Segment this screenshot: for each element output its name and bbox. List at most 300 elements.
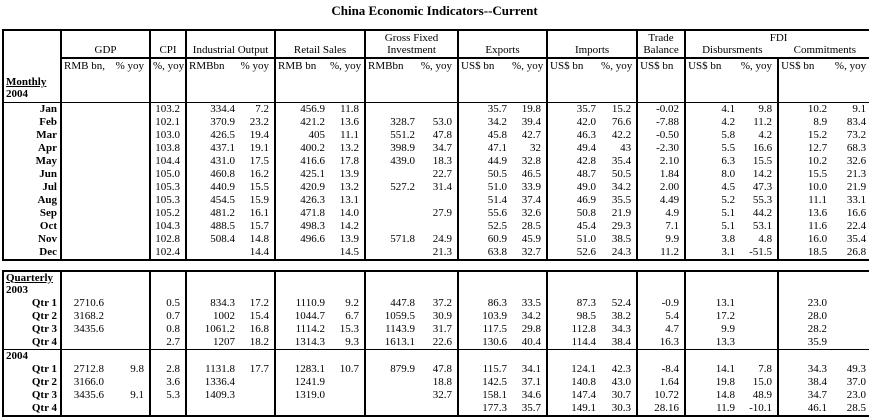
data-cell: 32.6	[846, 154, 867, 167]
data-cell: 9.9	[637, 233, 685, 246]
unit-header: % yoy	[115, 60, 145, 72]
data-cell: 21.9	[611, 206, 632, 219]
data-cell: 17.7	[249, 363, 269, 375]
data-cell	[330, 376, 365, 389]
data-cell: 15.5	[778, 168, 832, 181]
data-cell: 42.7	[521, 128, 542, 141]
data-cell: 42.0	[547, 116, 601, 129]
data-cell	[109, 207, 150, 220]
data-cell	[740, 336, 778, 350]
data-cell: 87.3	[547, 297, 601, 310]
data-cell: 22.4	[846, 219, 867, 232]
data-cell: 508.4	[186, 233, 240, 246]
data-cell: 46.3	[547, 129, 601, 142]
row-label: Qtr 4	[31, 402, 57, 414]
empty-cell	[61, 76, 109, 102]
data-cell: 400.2	[275, 142, 330, 155]
data-cell: 52.5	[458, 220, 512, 233]
data-cell: 416.6	[275, 155, 330, 168]
data-cell: 9.9	[685, 323, 740, 336]
data-cell: 13.6	[339, 115, 360, 128]
data-cell: 2.00	[637, 181, 685, 194]
data-cell	[365, 220, 420, 233]
data-cell: 26.8	[846, 245, 867, 258]
data-cell: 47.1	[458, 142, 512, 155]
row-label: Jun	[39, 167, 57, 180]
data-cell: 22.6	[432, 335, 452, 348]
data-cell: 52.4	[611, 296, 631, 309]
data-cell: 14.2	[339, 219, 360, 232]
table-row	[3, 142, 869, 155]
data-cell: 11.1	[340, 128, 360, 141]
data-cell: 38.4	[611, 335, 631, 348]
data-cell: 51.4	[458, 194, 512, 207]
data-cell: 2.8	[150, 363, 186, 376]
data-cell: 28.16	[637, 402, 685, 416]
data-cell: 19.1	[249, 141, 270, 154]
data-cell: 34.7	[432, 141, 453, 154]
data-cell: 10.72	[637, 389, 685, 402]
table-row	[3, 207, 869, 220]
data-cell: 1131.8	[186, 363, 240, 376]
data-cell: 24.3	[611, 245, 632, 258]
empty-cell	[365, 349, 420, 363]
data-cell: 1319.0	[275, 389, 330, 402]
data-cell: 460.8	[186, 168, 240, 181]
data-cell	[109, 116, 150, 129]
data-cell	[365, 376, 420, 389]
unit-header: RMB bn,	[61, 58, 109, 76]
data-cell: 1336.4	[186, 376, 240, 389]
data-cell: 18.5	[778, 246, 832, 260]
data-cell	[420, 102, 458, 116]
data-cell: 9.1	[130, 389, 144, 401]
data-cell: 103.9	[458, 310, 512, 323]
data-cell: 42.2	[611, 128, 632, 141]
data-cell: 51.0	[458, 181, 512, 194]
data-cell: 103.0	[150, 129, 186, 142]
empty-cell	[61, 271, 109, 297]
row-label: Qtr 4	[31, 335, 57, 348]
empty-cell	[637, 76, 685, 102]
data-cell: 10.7	[339, 363, 359, 375]
data-cell: 498.3	[275, 220, 330, 233]
data-cell: 5.1	[685, 220, 740, 233]
data-cell	[365, 402, 420, 416]
data-cell: 149.1	[547, 402, 601, 416]
data-cell: 24.9	[432, 232, 453, 245]
column-subgroup-header: Commitments	[793, 44, 856, 56]
data-cell: -8.4	[637, 363, 685, 376]
table-row	[3, 402, 869, 416]
data-cell: 35.7	[521, 402, 541, 414]
data-cell: 112.8	[547, 323, 601, 336]
data-cell: -0.50	[637, 129, 685, 142]
data-cell: 1061.2	[186, 323, 240, 336]
data-cell	[832, 310, 869, 323]
empty-cell	[458, 349, 512, 363]
data-cell	[150, 402, 186, 416]
data-cell: 46.5	[521, 167, 542, 180]
data-cell: 30.7	[611, 389, 631, 401]
data-cell: 1409.3	[186, 389, 240, 402]
empty-cell	[420, 349, 458, 363]
empty-cell	[512, 76, 547, 102]
unit-header: %, yoy	[834, 60, 867, 72]
data-cell: 4.5	[685, 181, 740, 194]
data-cell: 14.1	[685, 363, 740, 376]
empty-cell	[832, 76, 869, 102]
data-cell: 147.4	[547, 389, 601, 402]
data-cell: 18.8	[432, 376, 452, 388]
unit-header: RMBbn	[186, 58, 240, 76]
data-cell: 117.5	[458, 323, 512, 336]
data-cell: 38.4	[778, 376, 832, 389]
data-cell: 7.8	[758, 363, 772, 375]
data-cell: 130.6	[458, 336, 512, 350]
data-cell: 104.3	[150, 220, 186, 233]
data-cell: 13.1	[339, 193, 360, 206]
empty-cell	[240, 349, 275, 363]
data-cell: 1114.2	[275, 323, 330, 336]
data-cell: 1207	[186, 336, 240, 350]
data-cell: 50.8	[547, 207, 601, 220]
data-cell: 43	[620, 141, 632, 154]
data-cell: 34.1	[521, 363, 541, 375]
data-cell: 2712.8	[61, 363, 109, 376]
empty-cell	[186, 271, 240, 297]
data-cell: 0.7	[150, 310, 186, 323]
data-cell	[61, 336, 109, 350]
empty-cell	[637, 349, 685, 363]
empty-cell	[601, 271, 637, 297]
data-cell: 83.4	[846, 115, 867, 128]
data-cell: 47.8	[432, 363, 452, 375]
data-cell: 16.6	[846, 206, 867, 219]
data-cell: 104.4	[150, 155, 186, 168]
data-cell: 527.2	[365, 181, 420, 194]
year-row	[3, 349, 869, 363]
data-cell: 45.4	[547, 220, 601, 233]
data-cell	[109, 233, 150, 246]
column-group-header: Gross Fixed Investment	[365, 30, 458, 58]
data-cell: 105.2	[150, 207, 186, 220]
data-cell: 35.4	[846, 232, 867, 245]
unit-header: US$ bn	[547, 58, 601, 76]
row-label: Sep	[39, 206, 57, 219]
data-cell: 53.0	[432, 115, 453, 128]
data-cell	[109, 376, 150, 389]
data-cell: 5.2	[685, 194, 740, 207]
data-cell: 1241.9	[275, 376, 330, 389]
empty-cell	[420, 76, 458, 102]
data-cell: 1059.5	[365, 310, 420, 323]
empty-cell	[778, 349, 832, 363]
data-cell: 16.8	[249, 322, 269, 335]
unit-header: % yoy	[240, 60, 270, 72]
data-cell: 4.7	[637, 323, 685, 336]
data-cell: 19.4	[249, 128, 270, 141]
data-cell: 3.6	[150, 376, 186, 389]
data-cell: 3.1	[685, 246, 740, 260]
unit-header: RMB bn	[275, 58, 330, 76]
data-cell: 53.1	[752, 219, 773, 232]
empty-cell	[547, 271, 601, 297]
unit-header: %, yoy	[601, 60, 633, 72]
unit-header: US$ bn	[458, 58, 512, 76]
empty-cell	[547, 76, 601, 102]
data-cell: 46.9	[547, 194, 601, 207]
data-cell: 19.8	[521, 102, 542, 115]
empty-cell	[601, 349, 637, 363]
data-cell: 9.3	[345, 335, 359, 348]
data-cell: 425.1	[275, 168, 330, 181]
data-cell: 18.2	[249, 335, 269, 348]
column-group-header: Trade Balance	[637, 30, 685, 58]
data-cell: 16.6	[752, 141, 773, 154]
data-cell	[832, 297, 869, 310]
unit-header: %, yoy	[420, 60, 453, 72]
data-cell	[61, 116, 109, 129]
data-cell: -0.9	[637, 297, 685, 310]
data-cell: 103.2	[150, 102, 186, 116]
data-cell: 13.9	[339, 232, 360, 245]
empty-cell	[778, 271, 832, 297]
data-cell: 426.5	[186, 129, 240, 142]
empty-cell	[832, 271, 869, 297]
data-cell: 834.3	[186, 297, 240, 310]
row-label: Oct	[39, 219, 57, 232]
empty-cell	[365, 76, 420, 102]
data-cell: 32.7	[432, 389, 452, 401]
data-cell: 3435.6	[61, 389, 109, 402]
data-cell	[740, 297, 778, 310]
data-cell	[365, 389, 420, 402]
empty-cell	[740, 349, 778, 363]
section-label-quarterly: Quarterly	[6, 271, 54, 284]
data-cell: 13.2	[339, 180, 360, 193]
unit-header: %, yoy	[330, 60, 362, 72]
data-cell	[109, 142, 150, 155]
data-cell: 177.3	[458, 402, 512, 416]
data-cell: 35.7	[547, 102, 601, 116]
data-cell: 48.9	[752, 389, 772, 401]
data-cell: 328.7	[365, 116, 420, 129]
column-group-header: Industrial Output	[186, 30, 275, 58]
data-cell: 124.1	[547, 363, 601, 376]
row-label: Aug	[37, 193, 57, 206]
data-cell	[186, 246, 240, 260]
empty-cell	[150, 76, 186, 102]
data-cell: 15.7	[249, 219, 270, 232]
data-cell	[240, 376, 275, 389]
data-cell	[330, 389, 365, 402]
unit-header: %, yoy	[512, 60, 544, 72]
data-cell: 10.2	[778, 155, 832, 168]
column-group-fdi	[685, 30, 869, 58]
empty-cell	[150, 349, 186, 363]
data-cell: 0.8	[150, 323, 186, 336]
row-label: Apr	[38, 141, 57, 154]
data-cell	[365, 207, 420, 220]
data-cell	[61, 102, 109, 116]
data-cell: 5.4	[637, 310, 685, 323]
data-cell: 33.9	[521, 180, 542, 193]
data-cell: 14.0	[339, 206, 360, 219]
data-cell: 13.9	[339, 167, 360, 180]
data-cell: 13.1	[685, 297, 740, 310]
empty-cell	[109, 349, 150, 363]
table-row	[3, 233, 869, 246]
data-cell: 14.2	[752, 167, 773, 180]
data-cell: 27.9	[432, 206, 453, 219]
data-cell: 10.0	[778, 181, 832, 194]
table-row	[3, 389, 869, 402]
data-cell: 45.8	[458, 129, 512, 142]
year-label: 2003	[6, 283, 28, 296]
data-cell: 15.3	[339, 322, 359, 335]
unit-header: %, yoy	[150, 58, 186, 76]
year-label: 2004	[6, 88, 28, 100]
data-cell: 142.5	[458, 376, 512, 389]
data-cell: 55.3	[752, 193, 773, 206]
data-cell	[275, 246, 330, 260]
table-row	[3, 220, 869, 233]
data-cell: 115.7	[458, 363, 512, 376]
data-cell	[61, 129, 109, 142]
data-cell: 11.8	[340, 102, 360, 115]
empty-cell	[832, 349, 869, 363]
data-cell: 9.2	[345, 296, 359, 309]
data-cell: 55.6	[458, 207, 512, 220]
data-cell: 879.9	[365, 363, 420, 376]
data-cell	[109, 129, 150, 142]
empty-cell	[420, 271, 458, 297]
data-cell: 16.3	[637, 336, 685, 350]
data-cell: -7.88	[637, 116, 685, 129]
data-cell: 37.0	[846, 376, 866, 388]
column-group-header: Imports	[547, 30, 637, 58]
data-cell: 398.9	[365, 142, 420, 155]
data-cell	[61, 402, 109, 416]
data-cell: 488.5	[186, 220, 240, 233]
data-cell: 2710.6	[61, 297, 109, 310]
data-cell: 44.2	[752, 206, 773, 219]
data-cell: 405	[275, 129, 330, 142]
data-cell: 40.4	[521, 335, 541, 348]
empty-cell	[740, 76, 778, 102]
column-group-header: FDI	[769, 32, 788, 44]
data-cell: 34.7	[778, 389, 832, 402]
data-cell: 38.5	[611, 232, 632, 245]
empty-cell	[685, 76, 740, 102]
data-cell	[61, 246, 109, 260]
data-cell: 6.7	[345, 309, 359, 322]
empty-cell	[458, 271, 512, 297]
data-cell	[365, 246, 420, 260]
data-cell: 29.3	[611, 219, 632, 232]
data-cell	[420, 402, 458, 416]
table-row	[3, 168, 869, 181]
data-cell: 34.2	[521, 309, 541, 322]
data-cell: 44.9	[458, 155, 512, 168]
unit-header: US$ bn	[685, 58, 740, 76]
data-cell: 13.6	[778, 207, 832, 220]
unit-header: %, yoy	[740, 60, 773, 72]
data-cell: 39.4	[521, 115, 542, 128]
data-cell: 421.2	[275, 116, 330, 129]
data-cell: 14.8	[249, 232, 270, 245]
data-cell: 9.8	[130, 363, 144, 375]
data-cell: 15.9	[249, 193, 270, 206]
data-cell: 140.8	[547, 376, 601, 389]
data-cell	[365, 102, 420, 116]
data-cell: 21.3	[846, 167, 867, 180]
data-cell: 11.2	[637, 246, 685, 260]
data-cell: 471.8	[275, 207, 330, 220]
empty-cell	[275, 271, 330, 297]
data-cell: 98.5	[547, 310, 601, 323]
data-cell: 1143.9	[365, 323, 420, 336]
data-cell: 16.0	[778, 233, 832, 246]
data-cell: 33.1	[846, 193, 867, 206]
data-cell: 8.0	[685, 168, 740, 181]
data-cell: 34.3	[611, 322, 631, 335]
report-title: China Economic Indicators--Current	[331, 3, 538, 18]
data-cell: 105.3	[150, 181, 186, 194]
data-cell: 28.5	[846, 402, 866, 414]
empty-cell	[547, 349, 601, 363]
data-cell	[109, 310, 150, 323]
row-label: Qtr 2	[31, 309, 57, 322]
data-cell: 34.2	[458, 116, 512, 129]
unit-header: US$ bn	[778, 58, 832, 76]
data-cell	[109, 323, 150, 336]
empty-cell	[109, 271, 150, 297]
data-cell	[240, 389, 275, 402]
data-cell: 496.6	[275, 233, 330, 246]
row-label: Qtr 1	[31, 296, 57, 309]
empty-cell	[512, 271, 547, 297]
empty-cell	[275, 349, 330, 363]
section-row	[3, 76, 869, 102]
data-cell: 30.9	[432, 309, 452, 322]
data-cell	[61, 181, 109, 194]
data-cell: 30.3	[611, 402, 631, 414]
empty-cell	[61, 349, 109, 363]
data-cell: 52.6	[547, 246, 601, 260]
empty-cell	[240, 76, 275, 102]
section-cell	[3, 271, 61, 297]
data-cell: 50.5	[458, 168, 512, 181]
table-row	[3, 246, 869, 260]
data-cell: 2.7	[150, 336, 186, 350]
data-cell: 43.0	[611, 376, 631, 388]
data-cell	[109, 336, 150, 350]
data-cell: -0.02	[637, 102, 685, 116]
data-cell	[109, 246, 150, 260]
data-cell: 63.8	[458, 246, 512, 260]
data-cell: 14.5	[339, 245, 360, 258]
data-cell: -2.30	[637, 142, 685, 155]
data-cell: 23.0	[778, 297, 832, 310]
data-cell: 11.1	[778, 194, 832, 207]
empty-cell	[512, 349, 547, 363]
data-cell: 21.9	[846, 180, 867, 193]
data-cell: -51.5	[749, 245, 773, 258]
data-cell: 0.5	[150, 297, 186, 310]
data-cell	[109, 297, 150, 310]
